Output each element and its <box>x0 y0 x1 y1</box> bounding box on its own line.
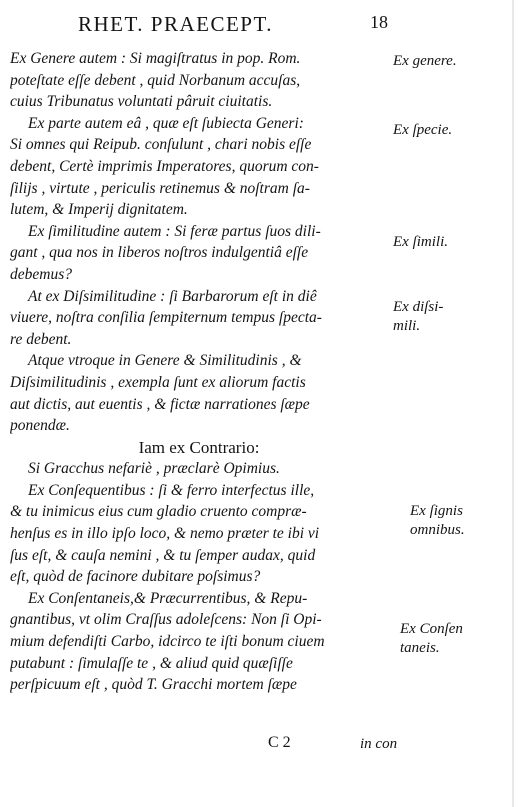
margin-note: Ex ſpecie. <box>393 122 453 138</box>
text-line: Ex Conſentaneis,& Præcurrentibus, & Repu- <box>28 589 308 607</box>
text-line: cuius Tribunatus voluntati pâruit ciuitatis. <box>10 93 273 111</box>
text-line: debemus? <box>10 265 72 283</box>
main-text <box>10 48 388 696</box>
text-line: gnantibus, vt olim Craſſus adoleſcens: Non ſi Opi- <box>10 611 322 629</box>
text-line: aut dictis, aut euentis , & fictæ narrationes ſæpe <box>10 395 310 413</box>
text-line: ſus eſt, & cauſa nemini , & tu ſemper audax, quid <box>10 546 316 564</box>
text-line: Diſsimilitudinis , exempla ſunt ex aliorum factis <box>10 373 306 391</box>
margin-note: Ex genere. <box>393 53 457 69</box>
section-heading: Iam ex Contrario: <box>138 437 260 457</box>
page-edge <box>512 0 514 807</box>
text-line: poteſtate eſſe debent , quid Norbanum accuſas, <box>10 71 301 89</box>
text-line: henſus es in illo ipſo loco, & nemo præter te ibi vi <box>10 525 320 543</box>
text-line: Si omnes qui Reipub. conſulunt , chari nobis eſſe <box>10 136 312 154</box>
text-line: eſt, quòd de facinore dubitare poſsimus? <box>10 568 261 586</box>
text-line: putabunt : ſimulaſſe te , & aliud quid quæſiſſe <box>10 654 293 672</box>
margin-note: Ex ſignis omnibus. <box>410 503 465 538</box>
text-line: ſilijs , virtute , periculis retinemus & noſtram ſa- <box>10 179 310 197</box>
page-header <box>68 12 388 40</box>
text-line: Ex parte autem eâ , quæ eſt ſubiecta Generi: <box>28 114 304 132</box>
text-line: Si Gracchus nefariè , præclarè Opimius. <box>28 460 280 478</box>
text-line: viuere, noſtra conſilia ſempiternum tempus ſpecta- <box>10 309 322 327</box>
text-line: gant , qua nos in liberos noſtros indulgentiâ eſſe <box>10 244 309 262</box>
catchword: in con <box>360 736 398 752</box>
text-line: lutem, & Imperij dignitatem. <box>10 201 188 219</box>
margin-note: Ex Conſen taneis. <box>400 621 463 656</box>
text-line: At ex Diſsimilitudine : ſi Barbarorum eſt in diê <box>28 287 317 305</box>
text-line: re debent. <box>10 330 72 348</box>
text-line: Ex Genere autem : Si magiſtratus in pop. Rom. <box>10 50 301 67</box>
page-number: 18 <box>370 12 388 32</box>
margin-note: Ex diſsi- mili. <box>393 299 444 334</box>
text-line: Ex ſimilitudine autem : Si feræ partus ſuos dili- <box>28 222 321 240</box>
text-line: ponendæ. <box>10 417 70 435</box>
margin-note: Ex ſimili. <box>393 234 448 250</box>
text-line: Ex Conſequentibus : ſi & ferro interfectus ille, <box>28 481 315 499</box>
text-line: debent, Certè imprimis Imperatores, quorum con- <box>10 157 319 175</box>
text-line: mium defendiſti Carbo, idcirco te iſti bonum ciuem <box>10 633 325 651</box>
running-title: RHET. PRAECEPT. <box>78 12 273 36</box>
signature-mark: C 2 <box>268 734 291 751</box>
text-line: Atque vtroque in Genere & Similitudinis , & <box>28 352 302 370</box>
text-line: perſpicuum eſt , quòd T. Gracchi mortem ſæpe <box>10 676 297 694</box>
text-line: & tu inimicus eius cum gladio cruento compræ- <box>10 503 307 521</box>
